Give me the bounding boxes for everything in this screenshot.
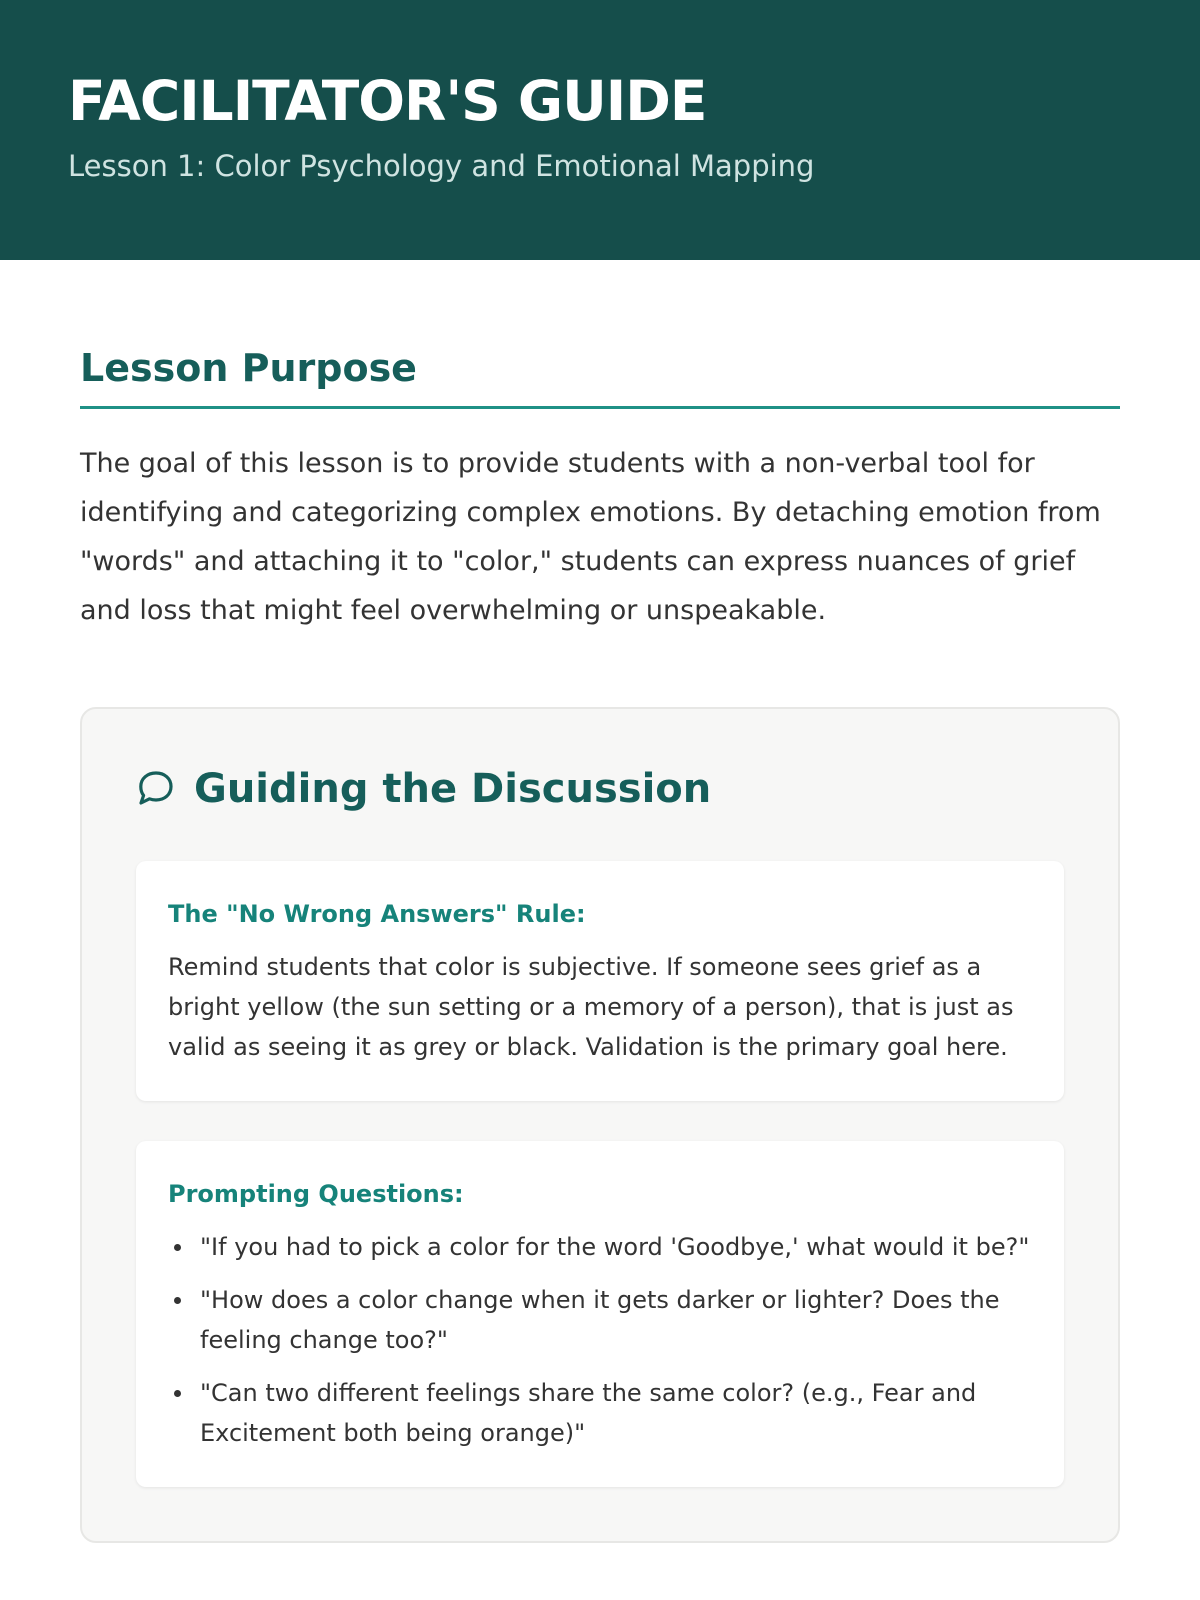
document-title: FACILITATOR'S GUIDE bbox=[68, 69, 707, 133]
question-text: "How does a color change when it gets darker or lighter? Does the feeling change too?" bbox=[200, 1286, 1000, 1354]
no-wrong-answers-title: The "No Wrong Answers" Rule: bbox=[168, 900, 586, 928]
question-text: "Can two different feelings share the same color? (e.g., Fear and Excitement both being orange)" bbox=[200, 1379, 977, 1447]
prompting-questions-list bbox=[168, 1227, 1032, 1453]
lesson-purpose-text: The goal of this lesson is to provide students with a non-verbal tool for identifying and categorizing complex emotions. By detaching emotion from "words" and attaching it to "color," students can express nuances of grief and loss that might feel overwhelming or unspeakable. bbox=[80, 448, 1101, 626]
no-wrong-answers-text: Remind students that color is subjective. If someone sees grief as a bright yellow (the sun setting or a memory of a person), that is just as valid as seeing it as grey or black. Validation is the primary goal here. bbox=[168, 953, 1014, 1061]
lesson-purpose-heading: Lesson Purpose bbox=[80, 340, 1120, 409]
speech-bubble-icon bbox=[136, 769, 176, 809]
bullet-icon bbox=[174, 1297, 181, 1304]
question-text: "If you had to pick a color for the word 'Goodbye,' what would it be?" bbox=[200, 1233, 1030, 1261]
prompting-questions-title: Prompting Questions: bbox=[168, 1180, 464, 1208]
main-content bbox=[0, 260, 1200, 1543]
guiding-discussion-heading: Guiding the Discussion bbox=[194, 766, 712, 812]
list-item bbox=[200, 1280, 1032, 1360]
lesson-purpose-section bbox=[80, 340, 1120, 635]
document-subtitle: Lesson 1: Color Psychology and Emotional Mapping bbox=[68, 149, 815, 183]
list-item bbox=[200, 1373, 1032, 1453]
bullet-icon bbox=[174, 1244, 181, 1251]
no-wrong-answers-card bbox=[136, 861, 1064, 1101]
header-banner bbox=[0, 0, 1200, 260]
bullet-icon bbox=[174, 1390, 181, 1397]
guiding-discussion-card bbox=[80, 707, 1120, 1543]
prompting-questions-card bbox=[136, 1141, 1064, 1487]
list-item bbox=[200, 1227, 1032, 1267]
guiding-discussion-header bbox=[136, 761, 1064, 817]
